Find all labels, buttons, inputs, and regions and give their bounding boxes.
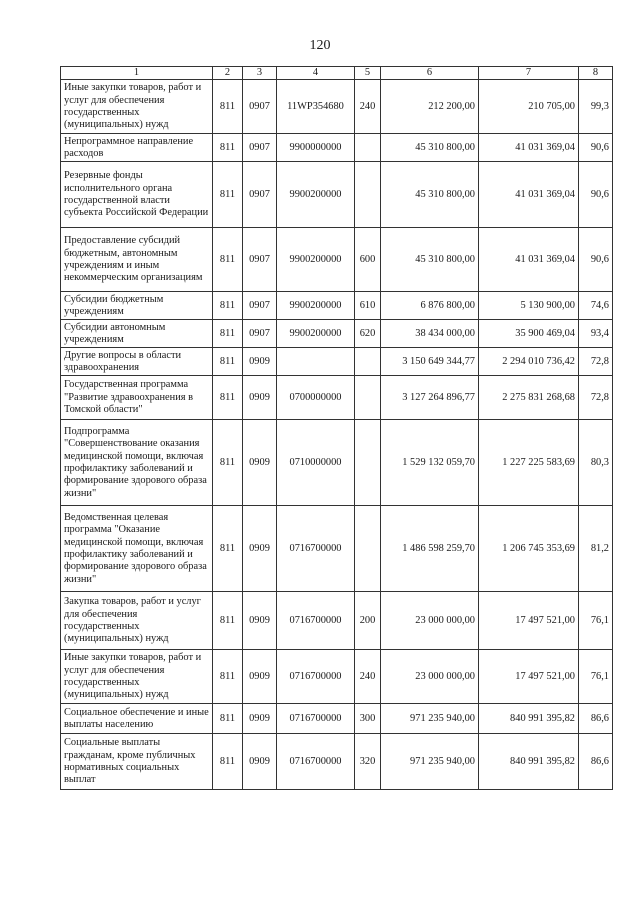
table-row [61, 320, 613, 348]
row-actual-amount: 840 991 395,82 [479, 704, 579, 734]
row-target-code: 9900000000 [277, 134, 355, 162]
table-row [61, 506, 613, 592]
row-actual-amount: 17 497 521,00 [479, 650, 579, 704]
row-expense-type [355, 376, 381, 420]
row-ministry-code: 811 [213, 592, 243, 650]
row-ministry-code: 811 [213, 650, 243, 704]
row-ministry-code: 811 [213, 376, 243, 420]
row-planned-amount: 6 876 800,00 [381, 292, 479, 320]
row-actual-amount: 41 031 369,04 [479, 134, 579, 162]
row-target-code: 0716700000 [277, 734, 355, 790]
row-target-code: 9900200000 [277, 292, 355, 320]
row-actual-amount: 41 031 369,04 [479, 162, 579, 228]
row-description: Предоставление субсидий бюджетным, автономным учреждениям и иным некоммерческим организациям [61, 228, 213, 292]
row-actual-amount: 41 031 369,04 [479, 228, 579, 292]
row-target-code: 9900200000 [277, 162, 355, 228]
row-percent: 80,3 [579, 420, 613, 506]
header-col-1: 1 [61, 67, 213, 80]
row-percent: 76,1 [579, 650, 613, 704]
row-expense-type [355, 134, 381, 162]
header-col-8: 8 [579, 67, 613, 80]
page-number: 120 [309, 38, 331, 53]
row-planned-amount: 3 150 649 344,77 [381, 348, 479, 376]
row-expense-type: 320 [355, 734, 381, 790]
row-description: Субсидии бюджетным учреждениям [61, 292, 213, 320]
row-target-code: 0716700000 [277, 704, 355, 734]
header-col-3: 3 [243, 67, 277, 80]
table-row [61, 292, 613, 320]
row-target-code: 9900200000 [277, 320, 355, 348]
table-row [61, 228, 613, 292]
row-percent: 72,8 [579, 376, 613, 420]
row-actual-amount: 1 227 225 583,69 [479, 420, 579, 506]
row-planned-amount: 1 486 598 259,70 [381, 506, 479, 592]
row-target-code: 0716700000 [277, 506, 355, 592]
row-description: Закупка товаров, работ и услуг для обеспечения государственных (муниципальных) нужд [61, 592, 213, 650]
row-actual-amount: 210 705,00 [479, 80, 579, 134]
row-target-code: 0710000000 [277, 420, 355, 506]
row-expense-type [355, 162, 381, 228]
row-expense-type: 610 [355, 292, 381, 320]
row-ministry-code: 811 [213, 348, 243, 376]
header-col-2: 2 [213, 67, 243, 80]
row-section-code: 0907 [243, 292, 277, 320]
row-planned-amount: 971 235 940,00 [381, 734, 479, 790]
row-description: Иные закупки товаров, работ и услуг для обеспечения государственных (муниципальных) нужд [61, 650, 213, 704]
row-percent: 90,6 [579, 134, 613, 162]
row-ministry-code: 811 [213, 228, 243, 292]
table-row [61, 704, 613, 734]
row-description: Государственная программа "Развитие здравоохранения в Томской области" [61, 376, 213, 420]
row-percent: 74,6 [579, 292, 613, 320]
row-description: Резервные фонды исполнительного органа государственной власти субъекта Российской Федерации [61, 162, 213, 228]
row-expense-type: 620 [355, 320, 381, 348]
row-section-code: 0907 [243, 162, 277, 228]
row-actual-amount: 1 206 745 353,69 [479, 506, 579, 592]
row-target-code: 0700000000 [277, 376, 355, 420]
header-col-4: 4 [277, 67, 355, 80]
row-ministry-code: 811 [213, 292, 243, 320]
row-percent: 76,1 [579, 592, 613, 650]
row-target-code: 0716700000 [277, 650, 355, 704]
row-planned-amount: 23 000 000,00 [381, 650, 479, 704]
table-header [61, 67, 613, 80]
row-section-code: 0909 [243, 506, 277, 592]
row-planned-amount: 45 310 800,00 [381, 162, 479, 228]
row-ministry-code: 811 [213, 734, 243, 790]
row-expense-type [355, 506, 381, 592]
table-row [61, 376, 613, 420]
row-ministry-code: 811 [213, 162, 243, 228]
row-expense-type: 200 [355, 592, 381, 650]
budget-table [60, 66, 613, 790]
table-row [61, 592, 613, 650]
row-description: Иные закупки товаров, работ и услуг для обеспечения государственных (муниципальных) нужд [61, 80, 213, 134]
row-ministry-code: 811 [213, 420, 243, 506]
row-expense-type [355, 420, 381, 506]
header-row [61, 67, 613, 80]
row-percent: 99,3 [579, 80, 613, 134]
row-percent: 86,6 [579, 734, 613, 790]
row-actual-amount: 35 900 469,04 [479, 320, 579, 348]
row-description: Социальное обеспечение и иные выплаты населению [61, 704, 213, 734]
row-planned-amount: 212 200,00 [381, 80, 479, 134]
row-planned-amount: 45 310 800,00 [381, 134, 479, 162]
row-percent: 72,8 [579, 348, 613, 376]
row-actual-amount: 2 294 010 736,42 [479, 348, 579, 376]
row-percent: 90,6 [579, 162, 613, 228]
row-actual-amount: 17 497 521,00 [479, 592, 579, 650]
row-description: Субсидии автономным учреждениям [61, 320, 213, 348]
header-col-6: 6 [381, 67, 479, 80]
row-section-code: 0909 [243, 376, 277, 420]
row-ministry-code: 811 [213, 506, 243, 592]
row-section-code: 0909 [243, 734, 277, 790]
row-description: Непрограммное направление расходов [61, 134, 213, 162]
row-planned-amount: 3 127 264 896,77 [381, 376, 479, 420]
row-target-code: 9900200000 [277, 228, 355, 292]
row-section-code: 0909 [243, 650, 277, 704]
row-ministry-code: 811 [213, 134, 243, 162]
row-section-code: 0909 [243, 420, 277, 506]
row-target-code: 0716700000 [277, 592, 355, 650]
table-row [61, 348, 613, 376]
row-planned-amount: 1 529 132 059,70 [381, 420, 479, 506]
row-description: Другие вопросы в области здравоохранения [61, 348, 213, 376]
row-planned-amount: 971 235 940,00 [381, 704, 479, 734]
table-row [61, 650, 613, 704]
row-planned-amount: 23 000 000,00 [381, 592, 479, 650]
row-percent: 81,2 [579, 506, 613, 592]
row-target-code [277, 348, 355, 376]
row-section-code: 0909 [243, 592, 277, 650]
table-row [61, 162, 613, 228]
row-ministry-code: 811 [213, 704, 243, 734]
row-actual-amount: 2 275 831 268,68 [479, 376, 579, 420]
table-row [61, 80, 613, 134]
row-actual-amount: 5 130 900,00 [479, 292, 579, 320]
header-col-7: 7 [479, 67, 579, 80]
row-percent: 86,6 [579, 704, 613, 734]
table-row [61, 734, 613, 790]
row-section-code: 0907 [243, 134, 277, 162]
row-section-code: 0909 [243, 348, 277, 376]
table-row [61, 134, 613, 162]
row-ministry-code: 811 [213, 80, 243, 134]
row-section-code: 0909 [243, 704, 277, 734]
row-expense-type: 300 [355, 704, 381, 734]
row-section-code: 0907 [243, 320, 277, 348]
table-row [61, 420, 613, 506]
row-expense-type: 240 [355, 650, 381, 704]
row-description: Социальные выплаты гражданам, кроме публичных нормативных социальных выплат [61, 734, 213, 790]
row-percent: 93,4 [579, 320, 613, 348]
table-body [61, 80, 613, 790]
row-target-code: 11WP354680 [277, 80, 355, 134]
header-col-5: 5 [355, 67, 381, 80]
row-section-code: 0907 [243, 80, 277, 134]
row-actual-amount: 840 991 395,82 [479, 734, 579, 790]
row-ministry-code: 811 [213, 320, 243, 348]
row-description: Подпрограмма "Совершенствование оказания медицинской помощи, включая профилактику заболеваний и формирование здорового образа жизни" [61, 420, 213, 506]
row-planned-amount: 38 434 000,00 [381, 320, 479, 348]
row-description: Ведомственная целевая программа "Оказание медицинской помощи, включая профилактику заболеваний и формирование здорового образа жизни" [61, 506, 213, 592]
row-percent: 90,6 [579, 228, 613, 292]
row-expense-type: 600 [355, 228, 381, 292]
row-expense-type: 240 [355, 80, 381, 134]
row-expense-type [355, 348, 381, 376]
row-section-code: 0907 [243, 228, 277, 292]
row-planned-amount: 45 310 800,00 [381, 228, 479, 292]
